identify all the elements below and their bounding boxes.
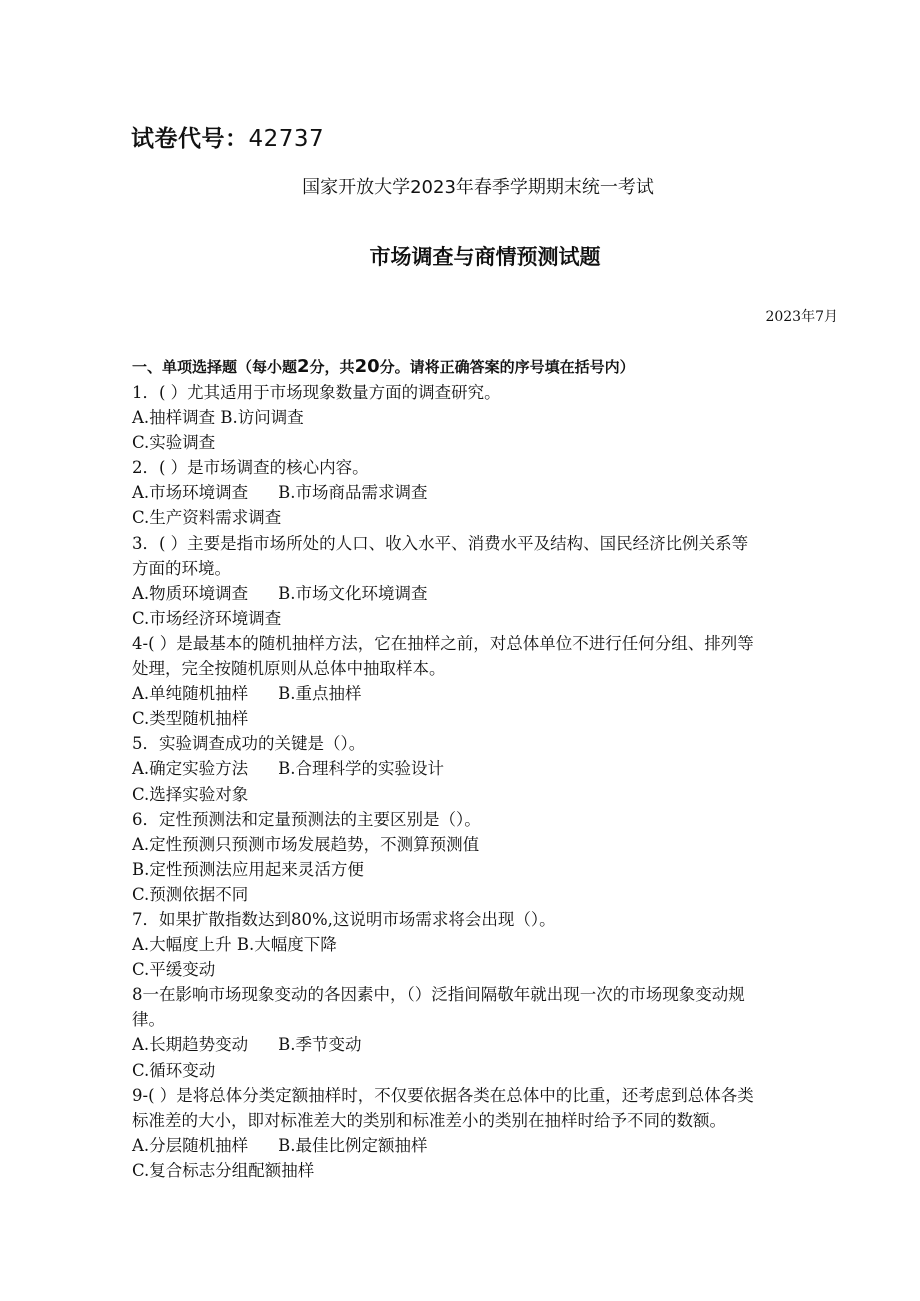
question-option-row: [132, 581, 840, 606]
question-option: A.长期趋势变动: [132, 1035, 249, 1055]
question-option: C.预测依据不同: [132, 884, 249, 904]
question-option: C.类型随机抽样: [132, 709, 249, 729]
question-option: A.大幅度上升 B.大幅度下降: [132, 935, 337, 955]
exam-code-value: 42737: [248, 126, 325, 152]
question-option-row: [132, 1032, 840, 1057]
question-option: A.单纯随机抽样: [132, 684, 249, 704]
question-option: A.市场环境调查: [132, 483, 249, 503]
question-option: B.最佳比例定额抽样: [278, 1135, 428, 1155]
question-option-row: [132, 1133, 840, 1158]
question-option: B.合理科学的实验设计: [278, 759, 445, 779]
question-stem: 9-( ）是将总体分类定额抽样时，不仅要依据各类在总体中的比重，还考虑到总体各类: [132, 1085, 754, 1105]
question-option: C.平缓变动: [132, 960, 216, 980]
question-stem: 1．( ）尤其适用于市场现象数量方面的调查研究。: [132, 383, 501, 402]
question-stem-continued: 处理，完全按随机原则从总体中抽取样本。: [132, 659, 446, 679]
question-option: B.市场文化环境调查: [278, 583, 428, 603]
question-option: C.循环变动: [132, 1060, 216, 1080]
question-option: B.重点抽样: [278, 684, 362, 704]
question-option: C.生产资料需求调查: [132, 508, 282, 528]
question-stem: 8一在影响市场现象变动的各因素中，（）泛指间隔敬年就出现一次的市场现象变动规: [132, 985, 745, 1005]
section-header: [132, 356, 635, 377]
points-each: 2: [297, 356, 310, 377]
question-stem: 6．定性预测法和定量预测法的主要区别是（）。: [132, 809, 481, 829]
question-option-row: [132, 480, 840, 505]
question-stem-continued: 律。: [132, 1010, 165, 1030]
question-option: C.市场经济环境调查: [132, 608, 282, 628]
section-title-part2: 分，共: [309, 358, 355, 376]
university-line: 国家开放大学2023年春季学期期末统一考试: [302, 177, 654, 198]
question-stem-continued: 方面的环境。: [132, 558, 231, 578]
question-option: C.选择实验对象: [132, 784, 249, 804]
section-title-part1: 一、单项选择题（每小题: [132, 358, 298, 376]
paper-date: 2023年7月: [765, 309, 838, 325]
question-stem-continued: 标准差的大小，即对标准差大的类别和标准差小的类别在抽样时给予不同的数额。: [132, 1110, 726, 1130]
paper-title: 市场调查与商情预测试题: [369, 245, 601, 269]
question-option: B.季节变动: [278, 1035, 362, 1055]
points-total: 20: [354, 356, 380, 377]
question-option: A.定性预测只预测市场发展趋势，不测算预测值: [132, 834, 480, 854]
question-option: A.分层随机抽样: [132, 1135, 249, 1155]
question-stem: 2．( ）是市场调查的核心内容。: [132, 458, 369, 478]
section-title-part3: 分。请将正确答案的序号填在括号内）: [379, 358, 635, 376]
question-option: B.市场商品需求调查: [278, 483, 428, 503]
question-option: C.实验调查: [132, 433, 216, 453]
question-option-row: [132, 756, 840, 781]
exam-code: [131, 120, 324, 153]
question-option: B.定性预测法应用起来灵活方便: [132, 859, 364, 879]
question-stem: 3．( ）主要是指市场所处的人口、收入水平、消费水平及结构、国民经济比例关系等: [132, 533, 749, 553]
question-option: A.确定实验方法: [132, 759, 249, 779]
question-stem: 4-( ）是最基本的随机抽样方法，它在抽样之前，对总体单位不进行任何分组、排列等: [132, 633, 754, 653]
question-option: A.抽样调查 B.访问调查: [132, 408, 304, 428]
question-option: A.物质环境调查: [132, 583, 249, 603]
question-stem: 5．实验调查成功的关键是（）。: [132, 734, 366, 754]
question-option: C.复合标志分组配额抽样: [132, 1160, 315, 1180]
question-list: [132, 380, 840, 1183]
question-option-row: [132, 681, 840, 706]
exam-code-label: 试卷代号：: [131, 126, 249, 152]
question-stem: 7．如果扩散指数达到80%,这说明市场需求将会出现（）。: [132, 909, 556, 929]
